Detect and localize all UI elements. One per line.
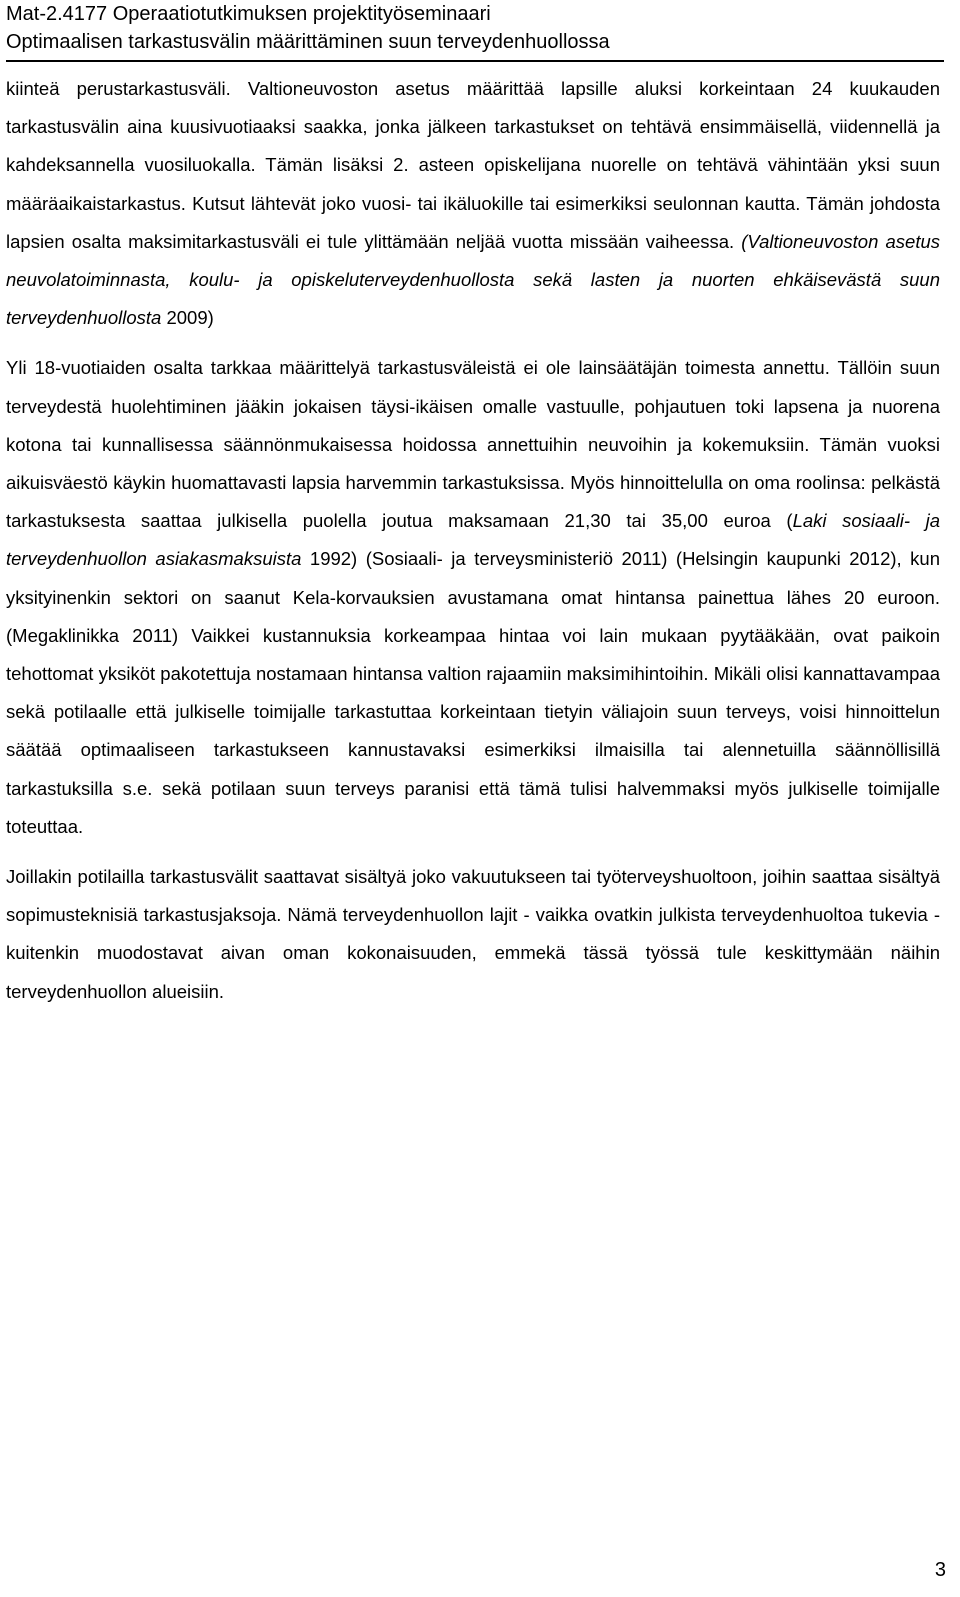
header-divider [6, 60, 944, 62]
citation-title: (Valtioneuvoston asetus neuvolatoiminnasta, koulu- ja opiskeluterveydenhuollosta sekä lasten ja nuorten ehkäisevästä suun terveydenhuollosta [6, 230, 940, 329]
paragraph-text: Joillakin potilailla tarkastusvälit saattavat sisältyä joko vakuutukseen tai työterveyshuoltoon, joihin saattaa sisältyä sopimusteknisiä tarkastusjaksoja. Nämä terveydenhuollon lajit - vaikka ovatkin julkista terveydenhuoltoa tukevia - kuitenkin muodostavat aivan oman kokonaisuuden, emmekä tässä työssä tule keskittymään näihin terveydenhuollon alueisiin. [6, 866, 940, 1002]
document-body [6, 70, 940, 1011]
header-document-title: Optimaalisen tarkastusvälin määrittäminen suun terveydenhuollossa [6, 31, 610, 53]
page-number: 3 [934, 1559, 946, 1581]
header-course-title: Mat-2.4177 Operaatiotutkimuksen projektityöseminaari [6, 3, 491, 25]
citation-year: 2009) [161, 307, 214, 329]
paragraph-2 [6, 349, 940, 846]
page-header [6, 0, 946, 56]
paragraph-text: 1992) (Sosiaali- ja terveysministeriö 2011) (Helsingin kaupunki 2012), kun yksityinenkin sektori on saanut Kela-korvauksien avustamana omat hintansa painettua lähes 20 euroon. (Megaklinikka 2011) Vaikkei kustannuksia korkeampaa hintaa voi lain mukaan pyytääkään, ovat paikoin tehottomat yksiköt pakotettuja nostamaan hintansa valtion rajaamiin maksimihintoihin. Mikäli olisi kannattavampaa sekä potilaalle että julkiselle toimijalle tarkastuttaa korkeintaan tietyin väliajoin suun terveys, voisi hinnoittelun säätää optimaaliseen tarkastukseen kannustavaksi esimerkiksi ilmaisilla tai alennetuilla säännöllisillä tarkastuksilla s.e. sekä potilaan suun terveys paranisi että tämä tulisi halvemmaksi myös julkiselle toimijalle toteuttaa. [6, 548, 940, 837]
paragraph-3 [6, 858, 940, 1011]
paragraph-1 [6, 70, 940, 337]
paragraph-text: Yli 18-vuotiaiden osalta tarkkaa määrittelyä tarkastusväleistä ei ole lainsäätäjän toimesta annettu. Tällöin suun terveydestä huolehtiminen jääkin jokaisen täysi-ikäisen omalle vastuulle, pohjautuen toki lapsena ja nuorena kotona tai kunnallisessa säännönmukaisessa hoidossa annettuihin neuvoihin ja kokemuksiin. Tämän vuoksi aikuisväestö käykin huomattavasti lapsia harvemmin tarkastuksissa. Myös hinnoittelulla on oma roolinsa: pelkästä tarkastuksesta saattaa julkisella puolella joutua maksamaan 21,30 tai 35,00 euroa ( [6, 357, 940, 532]
paragraph-text: kiinteä perustarkastusväli. Valtioneuvoston asetus määrittää lapsille aluksi korkeintaan 24 kuukauden tarkastusvälin aina kuusivuotiaaksi saakka, jonka jälkeen tarkastukset on tehtävä ensimmäisellä, viidennellä ja kahdeksannella vuosiluokalla. Tämän lisäksi 2. asteen opiskelijana nuorelle on tehtävä vähintään yksi suun määräaikaistarkastus. Kutsut lähtevät joko vuosi- tai ikäluokille tai esimerkiksi seulonnan kautta. Tämän johdosta lapsien osalta maksimitarkastusväli ei tule ylittämään neljää vuotta missään vaiheessa. [6, 78, 940, 252]
citation-title: Laki sosiaali- ja terveydenhuollon asiakasmaksuista [6, 510, 940, 570]
